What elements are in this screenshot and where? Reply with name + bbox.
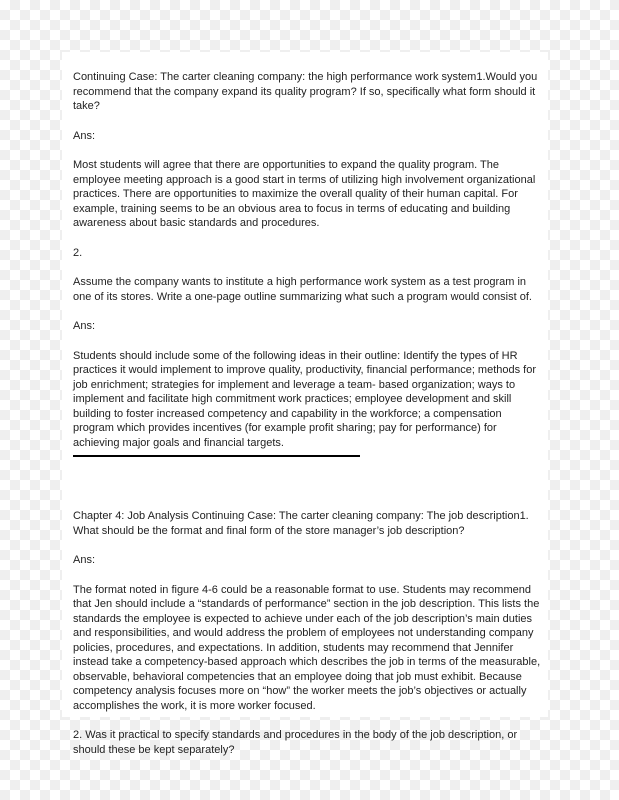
section1-q2-number: 2. (73, 246, 83, 259)
section1-ans1-label: Ans: (73, 129, 96, 142)
section1-ans2-label: Ans: (73, 320, 96, 332)
section2-question1: Chapter 4: Job Analysis Continuing Case: The carter cleaning company: The job description1. What should be the format and final form of the store manager’s job description? (73, 510, 529, 537)
document-page (62, 52, 548, 756)
section1-answer2: Students should include some of the following ideas in their outline: Identify the types of HR practices it would implement to improve quality, productivity, financial performance; methods for job enrichment; strategies for implement and leverage a team- based organization; ways to implement and facilitate high commitment work practices; employee development and skill building to foster increased competency and capability in the workforce; a compensation program which provides incentives (for example profit sharing; pay for performance) for achieving major goals and financial targets. (73, 349, 537, 449)
section2-ans1-label: Ans: (73, 554, 96, 566)
document-content (73, 70, 543, 772)
section1-question2: Assume the company wants to institute a high performance work system as a test program in one of its stores. Write a one-page outline summarizing what such a program would consist of. (73, 276, 532, 303)
section1-question1: Continuing Case: The carter cleaning company: the high performance work system1.Would you recommend that the company expand its quality program? If so, specifically what form should it take? (73, 71, 538, 112)
section2-question2: 2. Was it practical to specify standards and procedures in the body of the job description, or should these be kept separately? (73, 729, 518, 756)
section-divider (73, 455, 360, 457)
section2-answer1: The format noted in figure 4-6 could be a reasonable format to use. Students may recommend that Jen should include a “standards of performance” section in the job description. This lists the standards the employee is expected to achieve under each of the job description’s main duties and responsibilities, and would address the problem of employees not understanding company policies, procedures, and expectations. In addition, students may recommend that Jennifer instead take a competency-based approach which describes the job in terms of the measurable, observable, behavioral competencies that an employee doing that job must exhibit. Because competency analysis focuses more on “how” the worker meets the job’s objectives or actually accomplishes the work, it is more worker focused. (73, 583, 541, 712)
section1-answer1: Most students will agree that there are opportunities to expand the quality program. The employee meeting approach is a good start in terms of utilizing high involvement organizational practices. There are opportunities to maximize the overall quality of their human capital. For example, training seems to be an obvious area to focus in terms of educating and building awareness about basic standards and procedures. (73, 159, 536, 229)
